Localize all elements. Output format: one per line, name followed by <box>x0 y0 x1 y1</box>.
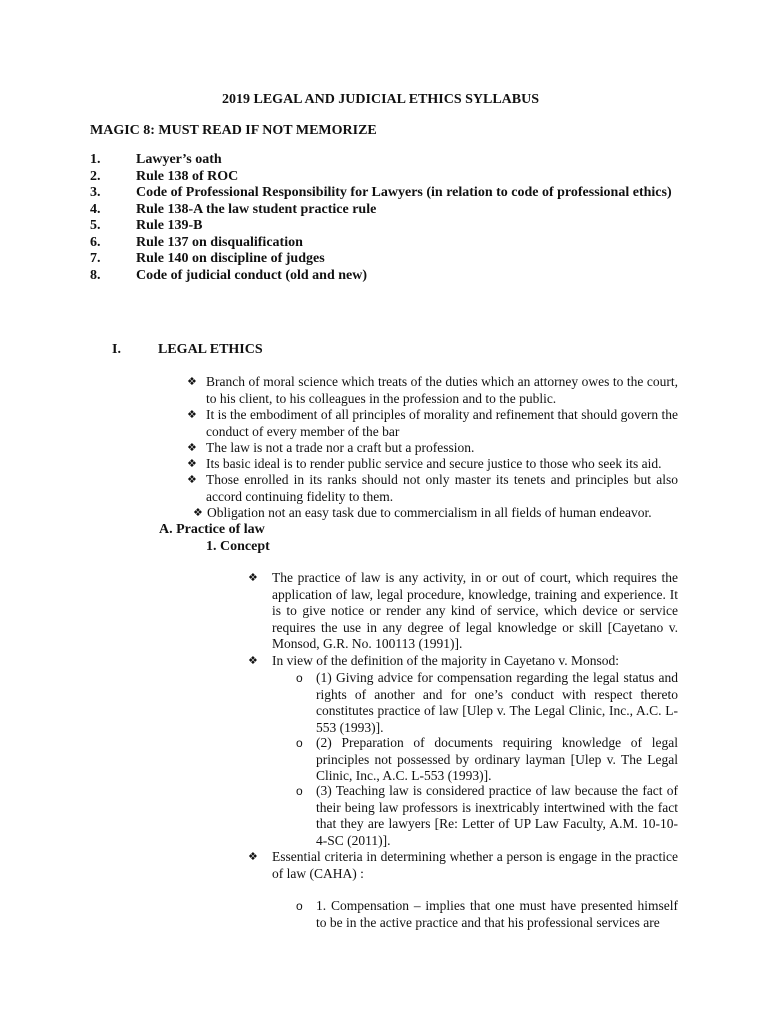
diamond-bullet-icon: ❖ <box>187 375 197 388</box>
magic-heading: MAGIC 8: MUST READ IF NOT MEMORIZE <box>90 123 377 138</box>
magic-item-num: 4. <box>90 201 101 217</box>
subsubsection-heading: 1. Concept <box>206 539 270 554</box>
magic-item-num: 2. <box>90 168 101 184</box>
diamond-bullet-icon: ❖ <box>187 441 197 454</box>
magic-item-text: Rule 138 of ROC <box>136 168 239 184</box>
section-heading: LEGAL ETHICS <box>158 342 263 357</box>
magic-item-num: 6. <box>90 234 101 250</box>
bullet-text: In view of the definition of the majority in Cayetano v. Monsod: <box>272 653 620 668</box>
magic-item-text: Rule 138-A the law student practice rule <box>136 201 377 217</box>
bullet-text: Essential criteria in determining whether a person is engage in the practice of law (CAHA) : <box>272 849 678 881</box>
circle-bullet-icon: o <box>296 736 303 750</box>
circle-bullet-icon: o <box>296 899 303 913</box>
magic-item-num: 8. <box>90 267 101 283</box>
magic-item-text: Rule 139-B <box>136 218 203 233</box>
magic-item-num: 7. <box>90 251 101 266</box>
diamond-bullet-icon: ❖ <box>187 473 197 486</box>
magic-item-text: Rule 140 on discipline of judges <box>136 251 325 266</box>
diamond-bullet-icon: ❖ <box>248 850 258 863</box>
magic-item-num: 3. <box>90 185 101 200</box>
magic-item-text: Rule 137 on disqualification <box>136 234 303 250</box>
sub-bullet-text: 1. Compensation – implies that one must have presented himself to be in the active practice and that his professional services are <box>316 898 678 930</box>
magic-item-text: Code of judicial conduct (old and new) <box>136 267 368 283</box>
diamond-bullet-icon: ❖ <box>187 457 197 470</box>
bullet-text: Its basic ideal is to render public service and secure justice to those who seek its aid. <box>206 456 662 471</box>
diamond-bullet-icon: ❖ <box>248 571 258 584</box>
diamond-bullet-icon: ❖ <box>187 408 197 421</box>
section-number: I. <box>112 342 121 357</box>
sub-bullet-text: (1) Giving advice for compensation regarding the legal status and rights of another and for one’s conduct with respect thereto constitutes practice of law [Ulep v. The Legal Clinic, Inc., A.C. L-553 (1993)]. <box>316 670 678 735</box>
document-title: 2019 LEGAL AND JUDICIAL ETHICS SYLLABUS <box>222 92 540 107</box>
bullet-text: Branch of moral science which treats of the duties which an attorney owes to the court, to his client, to his colleagues in the profession and to the public. <box>206 374 678 406</box>
magic-item-num: 1. <box>90 152 101 167</box>
magic-item-num: 5. <box>90 218 101 233</box>
circle-bullet-icon: o <box>296 784 303 798</box>
diamond-bullet-icon: ❖ <box>193 506 203 519</box>
bullet-text: The law is not a trade nor a craft but a profession. <box>206 440 475 455</box>
sub-bullet-text: (3) Teaching law is considered practice of law because the fact of their being law professors is inextricably intertwined with the fact that they are lawyers [Re: Letter of UP Law Faculty, A.M. 10-10-4-SC (2011)]. <box>316 783 678 848</box>
diamond-bullet-icon: ❖ <box>248 654 258 667</box>
subsection-heading: A. Practice of law <box>159 522 265 537</box>
bullet-text: The practice of law is any activity, in or out of court, which requires the application of law, legal procedure, knowledge, training and experience. It is to give notice or render any kind of service, which device or service requires the use in any degree of legal knowledge or skill [Cayetano v. Monsod, G.R. No. 100113 (1991)]. <box>272 570 678 651</box>
bullet-text: Obligation not an easy task due to commercialism in all fields of human endeavor. <box>207 505 652 520</box>
magic-item-text: Lawyer’s oath <box>136 152 222 167</box>
magic-item-text: Code of Professional Responsibility for Lawyers (in relation to code of professional ethics) <box>136 185 672 200</box>
sub-bullet-text: (2) Preparation of documents requiring knowledge of legal principles not possessed by ordinary layman [Ulep v. The Legal Clinic, Inc., A.C. L-553 (1993)]. <box>316 735 678 783</box>
bullet-text: Those enrolled in its ranks should not only master its tenets and principles but also accord continuing fidelity to them. <box>206 472 678 504</box>
bullet-text: It is the embodiment of all principles of morality and refinement that should govern the conduct of every member of the bar <box>206 407 678 439</box>
circle-bullet-icon: o <box>296 671 303 685</box>
